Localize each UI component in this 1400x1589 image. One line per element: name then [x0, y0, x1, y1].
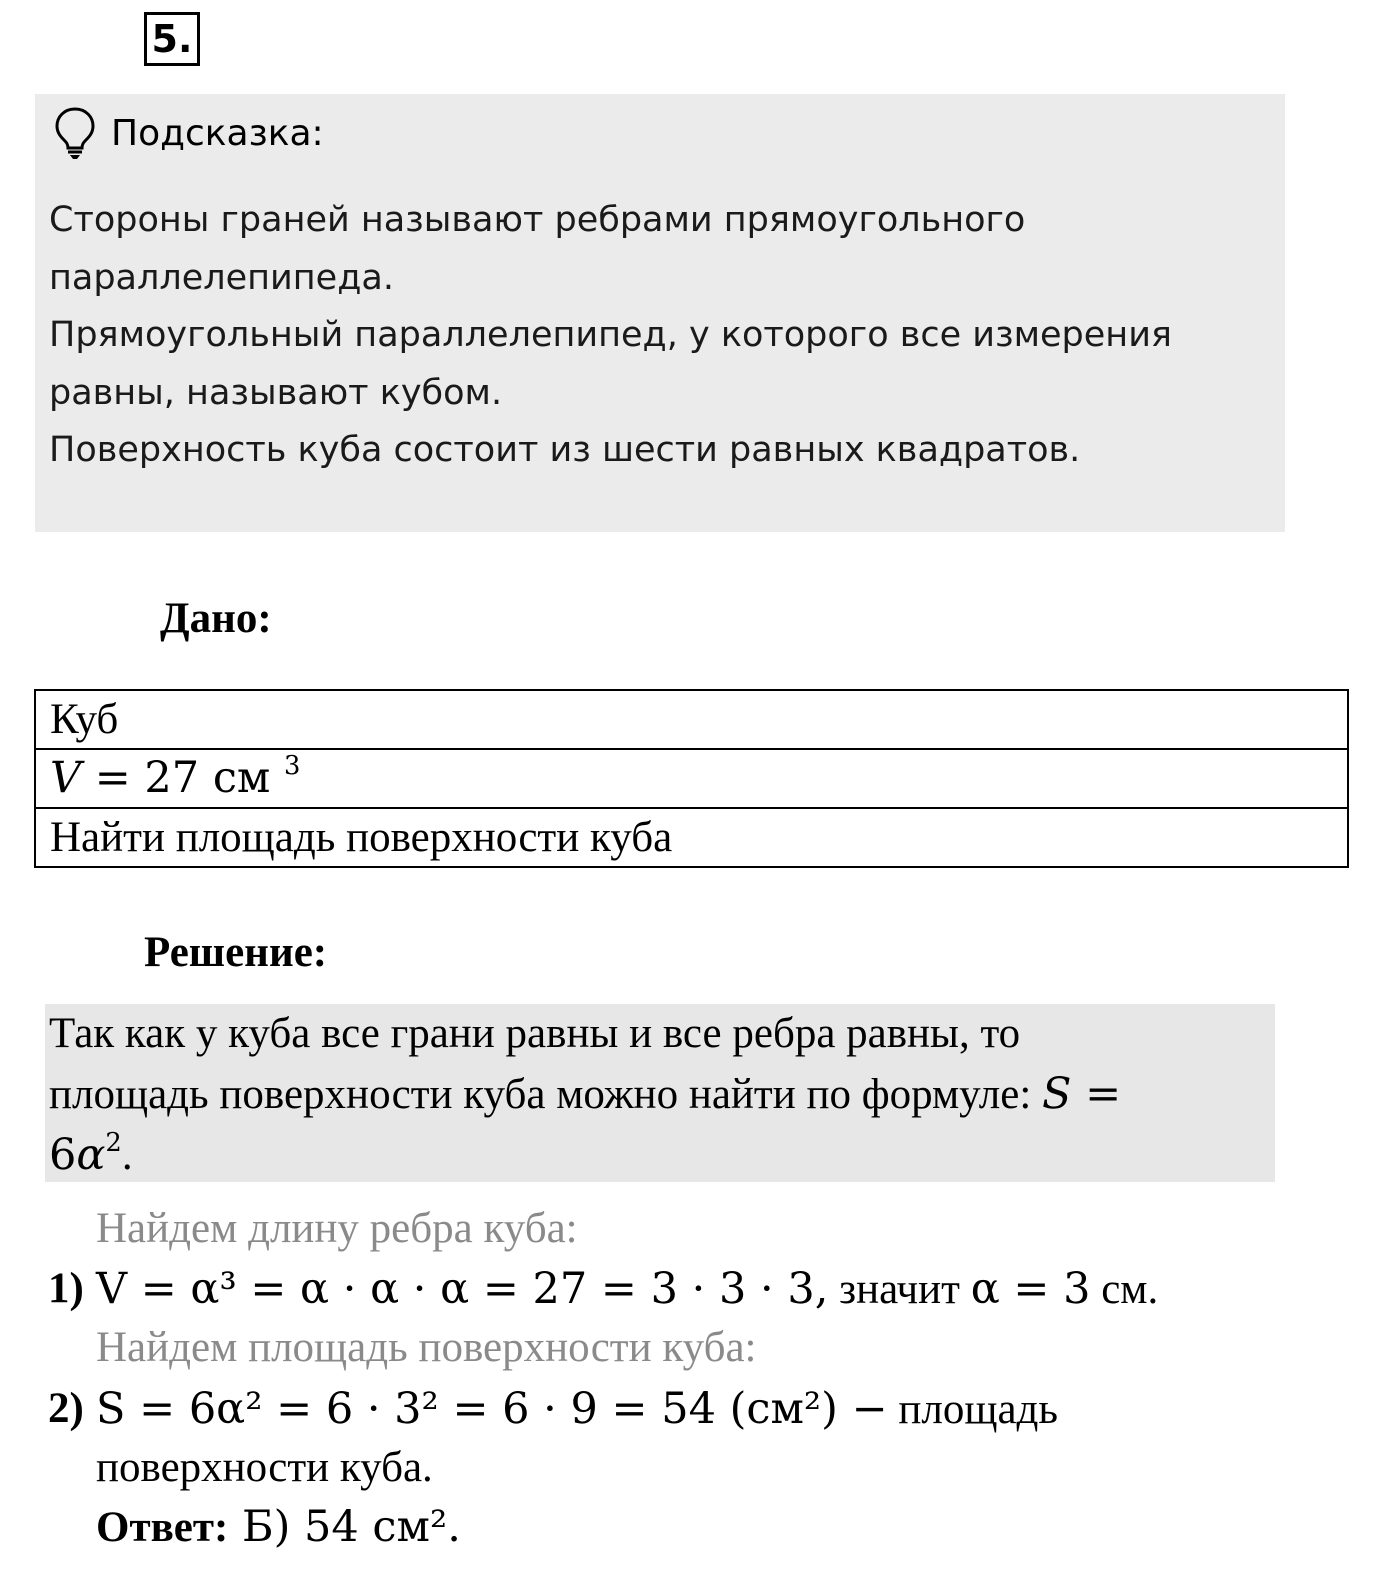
step2-continuation: поверхности куба. — [96, 1444, 433, 1491]
lightbulb-icon — [53, 106, 97, 160]
step2-intro: Найдем площадь поверхности куба: — [96, 1324, 757, 1371]
hint-header — [53, 106, 324, 160]
explanation-text: площадь поверхности куба можно найти по формуле: — [49, 1071, 1043, 1118]
given-cell-volume — [35, 749, 1348, 808]
table-row — [35, 749, 1348, 808]
hint-title: Подсказка: — [111, 112, 324, 154]
step1-formula: V = α³ = α · α · α = 27 = 3 · 3 · 3, — [96, 1264, 829, 1314]
step1-unit: см. — [1090, 1266, 1159, 1313]
hint-line: Прямоугольный параллелепипед, у которого все измерения — [49, 315, 1172, 355]
solution-heading: Решение: — [144, 929, 328, 976]
step2-line — [96, 1384, 1058, 1434]
volume-variable: V — [50, 753, 82, 803]
volume-exponent: 3 — [284, 750, 301, 781]
step2-formula: S = 6α² = 6 · 3² = 6 · 9 = 54 (см²) − — [96, 1384, 888, 1434]
given-heading: Дано: — [160, 595, 272, 642]
step2-text: площадь — [887, 1386, 1059, 1433]
formula-exponent: 2 — [105, 1127, 122, 1158]
formula-end: . — [121, 1132, 133, 1179]
table-row — [35, 808, 1348, 867]
volume-value: = 27 см — [81, 753, 285, 803]
answer-line — [96, 1502, 461, 1552]
formula-edge: α — [76, 1130, 106, 1180]
task-number: 5. — [144, 12, 200, 66]
formula-coefficient: 6 — [49, 1130, 77, 1180]
hint-box — [35, 94, 1285, 532]
step1-result: α = 3 — [970, 1264, 1091, 1314]
answer-text: Б) 54 см². — [228, 1502, 461, 1552]
hint-line: Поверхность куба состоит из шести равных квадратов. — [49, 430, 1081, 470]
formula-equals: = — [1071, 1069, 1122, 1119]
explanation-line: Так как у куба все грани равны и все ребра равны, то — [49, 1010, 1021, 1057]
hint-line: параллелепипеда. — [49, 257, 394, 298]
given-cell-question: Найти площадь поверхности куба — [35, 808, 1348, 867]
explanation-line — [49, 1064, 1121, 1125]
hint-text — [49, 192, 1269, 480]
step1-intro: Найдем длину ребра куба: — [96, 1205, 578, 1252]
given-cell-shape: Куб — [35, 690, 1348, 749]
explanation-line — [49, 1125, 1121, 1186]
formula-variable: S — [1042, 1069, 1072, 1119]
step1-line — [96, 1264, 1158, 1314]
table-row — [35, 690, 1348, 749]
answer-label: Ответ: — [96, 1504, 229, 1551]
solution-explanation-box — [45, 1004, 1275, 1182]
hint-line: Стороны граней называют ребрами прямоугольного — [49, 200, 1026, 240]
step1-number: 1) — [48, 1265, 84, 1312]
given-table — [34, 689, 1349, 868]
step2-number: 2) — [48, 1385, 84, 1432]
hint-line: равны, называют кубом. — [49, 372, 503, 413]
step1-text: значит — [828, 1266, 971, 1313]
